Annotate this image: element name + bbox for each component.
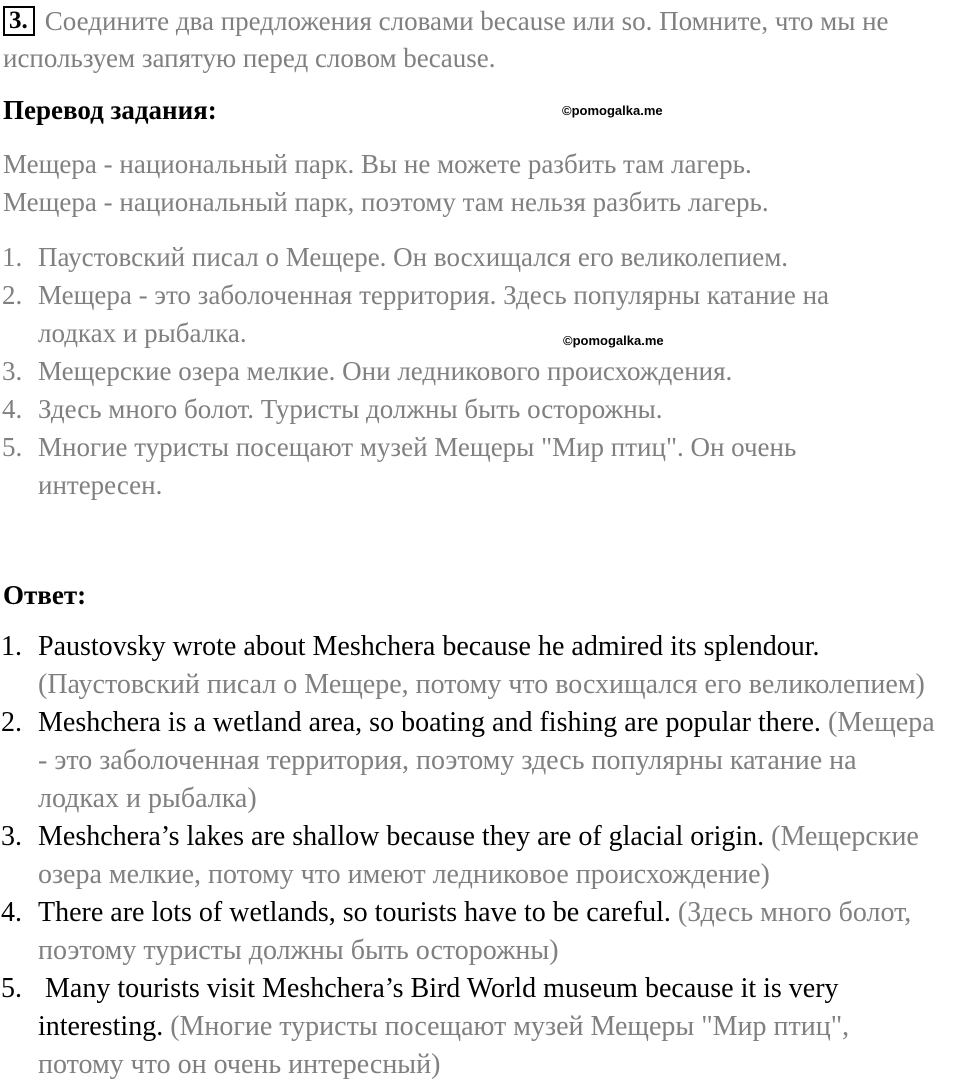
- list-item: [0, 352, 829, 390]
- task-instruction-line-2: используем запятую перед словом because.: [3, 43, 496, 73]
- answer-item-number: 4.: [1, 897, 22, 928]
- list-item: [0, 428, 829, 504]
- example-line-2: Мещера - национальный парк, поэтому там нельзя разбить лагерь.: [3, 187, 769, 217]
- answer-english: There are lots of wetlands, so tourists have to be careful.: [38, 897, 671, 928]
- answer-item-number: 5.: [1, 973, 22, 1004]
- answer-item-number: 2.: [1, 707, 22, 738]
- answer-item: [0, 704, 935, 818]
- list-item-text: Мещерские озера мелкие. Они ледникового происхождения.: [38, 356, 733, 386]
- answer-russian: (Паустовский писал о Мещере, потому что восхищался его великолепием): [38, 669, 925, 700]
- answer-russian: озера мелкие, потому что имеют ледниковое происхождение): [38, 859, 770, 890]
- answer-heading: Ответ:: [3, 580, 87, 610]
- list-item: [0, 238, 829, 276]
- answer-russian: (Мещера: [820, 707, 935, 738]
- answer-english: Meshchera’s lakes are shallow because they are of glacial origin.: [38, 821, 765, 852]
- answer-item-number: 1.: [1, 631, 22, 662]
- answer-english: Meshchera is a wetland area, so boating and fishing are popular there.: [38, 707, 821, 738]
- list-item: [0, 276, 829, 352]
- answer-russian: поэтому туристы должны быть осторожны): [38, 935, 559, 966]
- answer-russian: (Многие туристы посещают музей Мещеры "Мир птиц",: [163, 1011, 850, 1042]
- list-item-text: Мещера - это заболоченная территория. Здесь популярны катание на: [38, 280, 830, 310]
- answer-english: Many tourists visit Meshchera’s Bird World museum because it is very: [38, 973, 839, 1004]
- list-item-number: 2.: [2, 280, 23, 310]
- task-instruction-text: Соедините два предложения словами because или so. Помните, что мы не: [44, 6, 889, 36]
- list-item-number: 4.: [2, 394, 23, 424]
- list-item-text: лодках и рыбалка.: [38, 318, 247, 348]
- answer-russian: лодках и рыбалка): [38, 783, 257, 814]
- answer-item: [0, 628, 935, 704]
- list-item-text: Здесь много болот. Туристы должны быть осторожны.: [38, 394, 663, 424]
- answer-russian: (Мещерские: [764, 821, 919, 852]
- answer-item: [0, 894, 935, 970]
- answer-russian: потому что он очень интересный): [38, 1049, 441, 1080]
- list-item-text: интересен.: [38, 470, 163, 500]
- list-item: [0, 390, 829, 428]
- translation-list: [0, 238, 829, 504]
- task-instruction-line-1: [3, 2, 889, 40]
- list-item-text: Паустовский писал о Мещере. Он восхищался его великолепием.: [38, 242, 789, 272]
- watermark: ©pomogalka.me: [563, 333, 664, 348]
- translation-heading: Перевод задания:: [3, 95, 217, 125]
- list-item-text: Многие туристы посещают музей Мещеры "Мир птиц". Он очень: [38, 432, 797, 462]
- answer-item-number: 3.: [1, 821, 22, 852]
- example-line-1: Мещера - национальный парк. Вы не можете разбить там лагерь.: [3, 149, 752, 179]
- answer-english: Paustovsky wrote about Meshchera because he admired its splendour.: [38, 631, 820, 662]
- answer-item: [0, 818, 935, 894]
- list-item-number: 3.: [2, 356, 23, 386]
- answer-list: [0, 628, 935, 1084]
- list-item-number: 1.: [2, 242, 23, 272]
- watermark: ©pomogalka.me: [562, 103, 663, 118]
- answer-item: [0, 970, 935, 1084]
- task-number-box: 3.: [3, 6, 35, 36]
- answer-russian: - это заболоченная территория, поэтому здесь популярны катание на: [38, 745, 857, 776]
- answer-english: interesting.: [38, 1011, 164, 1042]
- answer-russian: (Здесь много болот,: [670, 897, 912, 928]
- list-item-number: 5.: [2, 432, 23, 462]
